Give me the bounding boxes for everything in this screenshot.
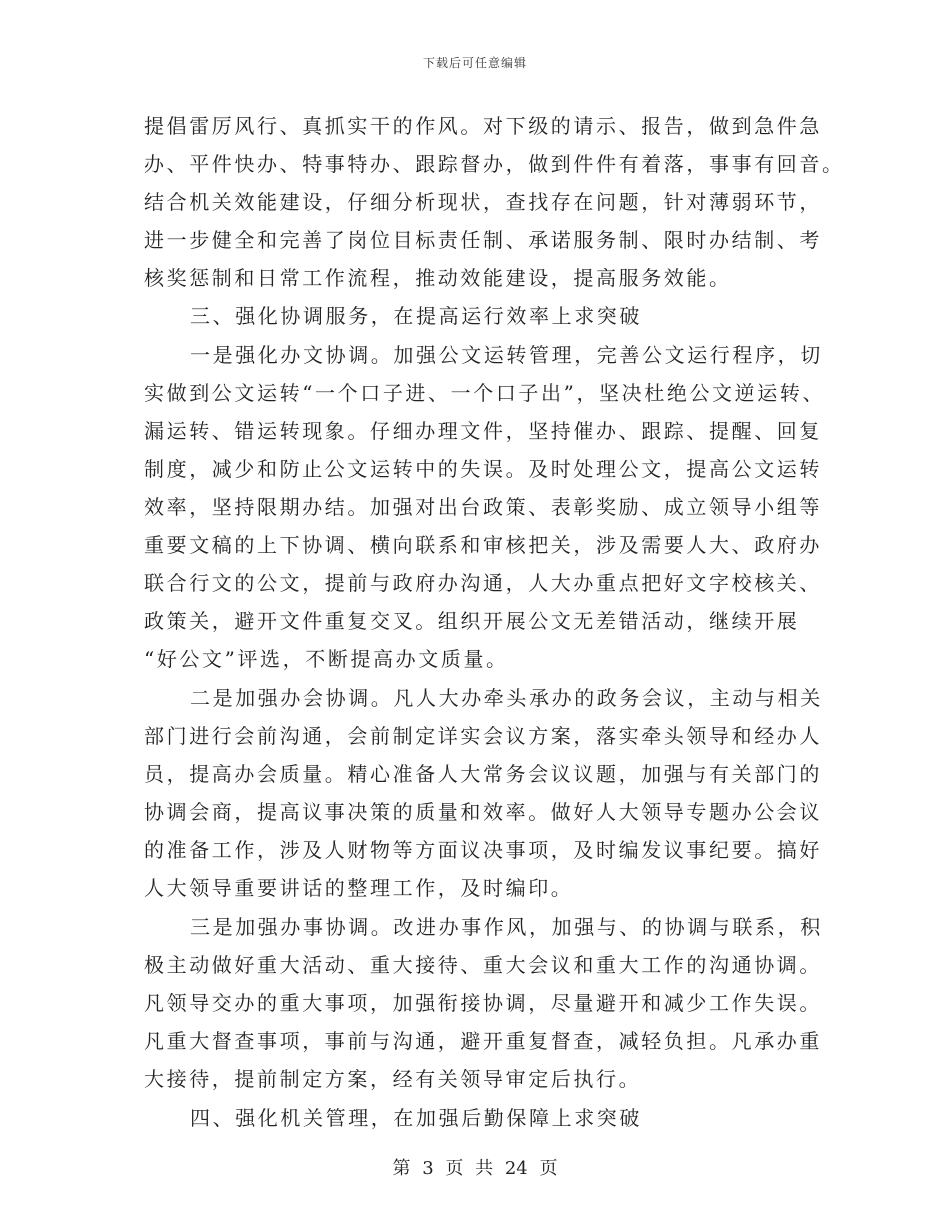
body-line: 大接待，提前制定方案，经有关领导审定后执行。 bbox=[144, 1067, 642, 1091]
section-heading: 四、强化机关管理，在加强后勤保障上求突破 bbox=[190, 1106, 642, 1130]
body-line: 凡领导交办的重大事项，加强衔接协调，尽量避开和减少工作失误。 bbox=[144, 991, 822, 1015]
body-line: 的准备工作，涉及人财物等方面议决事项，及时编发议事纪要。搞好 bbox=[144, 838, 822, 862]
section-heading: 三、强化协调服务，在提高运行效率上求突破 bbox=[190, 304, 642, 328]
body-line: 漏运转、错运转现象。仔细办理文件，坚持催办、跟踪、提醒、回复 bbox=[144, 419, 822, 443]
page-footer: 第 3 页 共 24 页 bbox=[392, 1158, 558, 1179]
page-header: 下载后可任意编辑 bbox=[422, 56, 527, 70]
body-line: “好公文”评选，不断提高办文质量。 bbox=[144, 647, 509, 671]
body-line: 员，提高办会质量。精心准备人大常务会议议题，加强与有关部门的 bbox=[144, 762, 822, 786]
document-body bbox=[144, 111, 845, 1141]
paragraph-start: 二是加强办会协调。凡人大办牵头承办的政务会议，主动与相关 bbox=[190, 686, 823, 710]
body-line: 部门进行会前沟通，会前制定详实会议方案，落实牵头领导和经办人 bbox=[144, 724, 822, 748]
body-line: 人大领导重要讲话的整理工作，及时编印。 bbox=[144, 876, 574, 900]
paragraph-start: 三是加强办事协调。改进办事作风，加强与、的协调与联系，积 bbox=[190, 915, 823, 939]
body-line: 提倡雷厉风行、真抓实干的作风。对下级的请示、报告，做到急件急 bbox=[144, 114, 822, 138]
body-line: 实做到公文运转“一个口子进、一个口子出”，坚决杜绝公文逆运转、 bbox=[144, 381, 826, 405]
body-line: 联合行文的公文，提前与政府办沟通，人大办重点把好文字校核关、 bbox=[144, 571, 822, 595]
body-line: 协调会商，提高议事决策的质量和效率。做好人大领导专题办公会议 bbox=[144, 800, 822, 824]
body-line: 重要文稿的上下协调、横向联系和审核把关，涉及需要人大、政府办 bbox=[144, 533, 822, 557]
body-line: 政策关，避开文件重复交叉。组织开展公文无差错活动，继续开展 bbox=[144, 609, 800, 633]
body-line: 核奖惩制和日常工作流程，推动效能建设，提高服务效能。 bbox=[144, 266, 732, 290]
body-line: 进一步健全和完善了岗位目标责任制、承诺服务制、限时办结制、考 bbox=[144, 228, 822, 252]
body-line: 办、平件快办、特事特办、跟踪督办，做到件件有着落，事事有回音。 bbox=[144, 152, 845, 176]
body-line: 结合机关效能建设，仔细分析现状，查找存在问题，针对薄弱环节， bbox=[144, 190, 822, 214]
body-line: 效率，坚持限期办结。加强对出台政策、表彰奖励、成立领导小组等 bbox=[144, 495, 822, 519]
body-line: 极主动做好重大活动、重大接待、重大会议和重大工作的沟通协调。 bbox=[144, 953, 822, 977]
paragraph-start: 一是强化办文协调。加强公文运转管理，完善公文运行程序，切 bbox=[190, 343, 823, 367]
body-line: 凡重大督查事项，事前与沟通，避开重复督查，减轻负担。凡承办重 bbox=[144, 1029, 822, 1053]
body-line: 制度，减少和防止公文运转中的失误。及时处理公文，提高公文运转 bbox=[144, 457, 822, 481]
